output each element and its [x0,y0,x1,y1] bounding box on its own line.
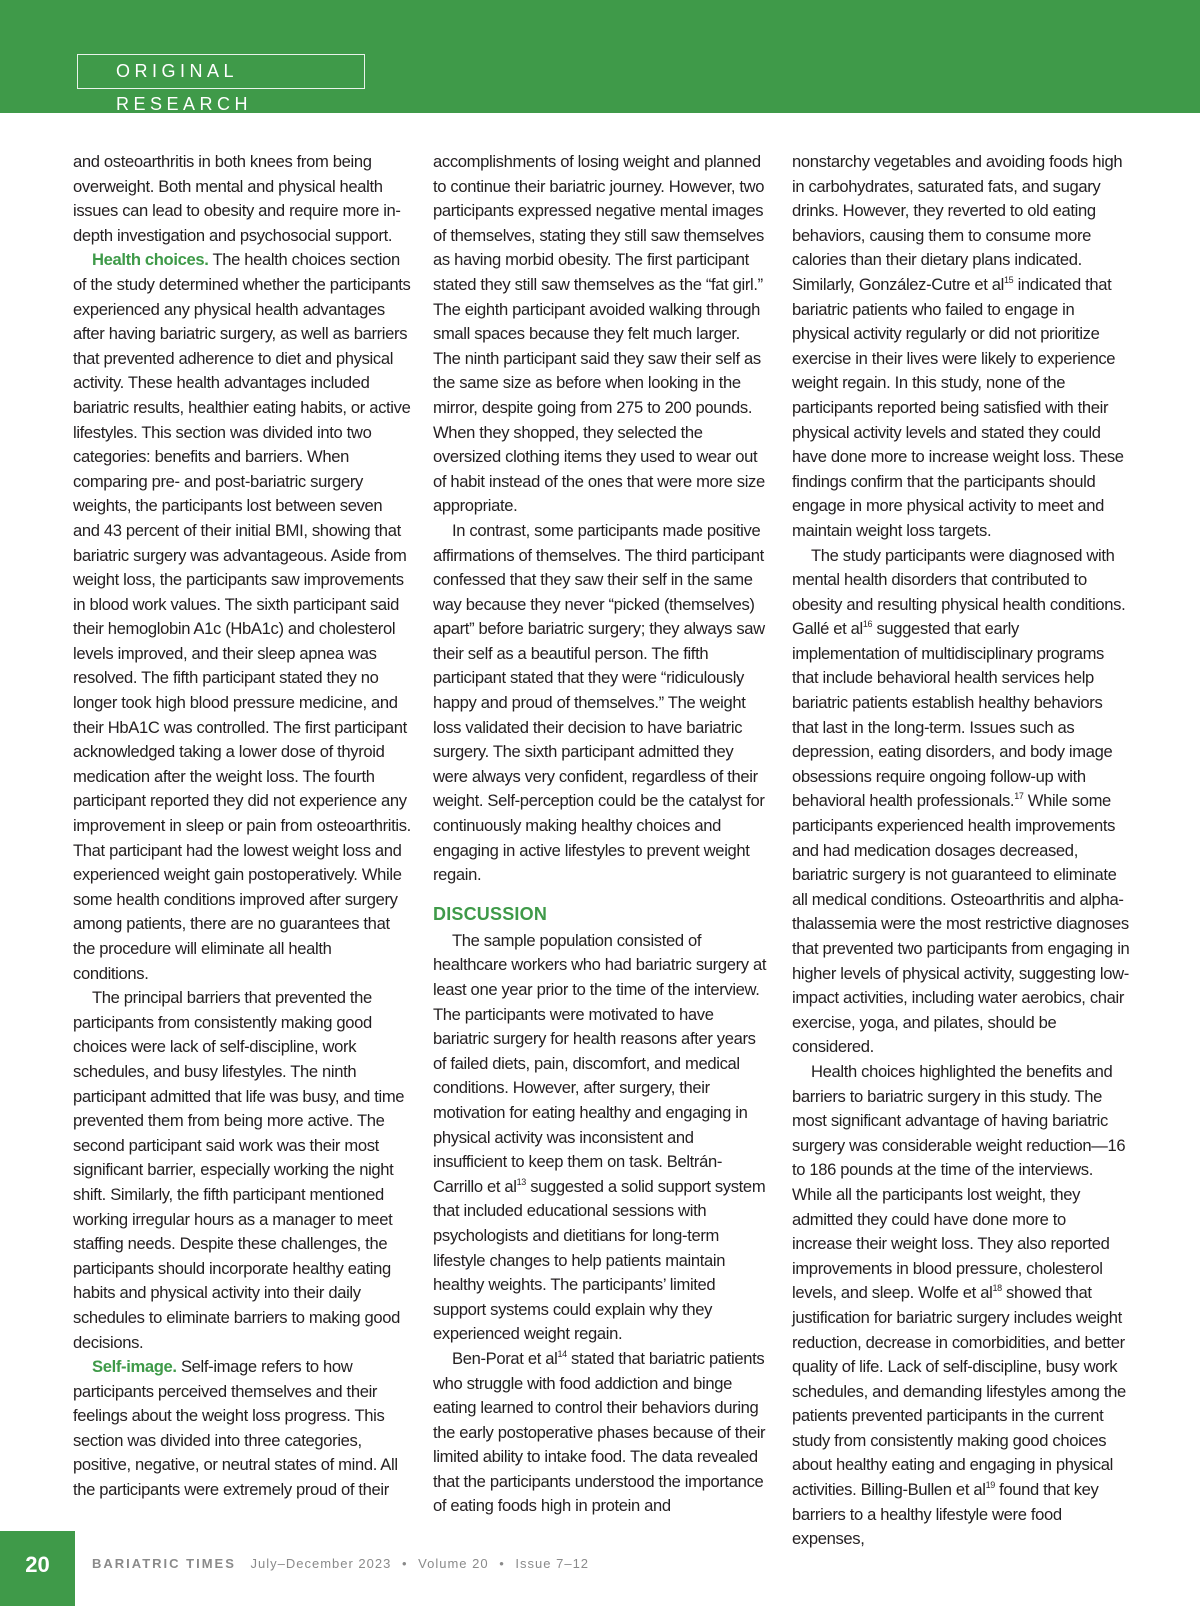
runin-heading: Health choices. [92,250,209,270]
section-label: ORIGINAL RESEARCH [77,54,365,89]
header-band [0,0,1200,113]
runin-heading: Self-image. [92,1357,177,1377]
paragraph: accomplishments of losing weight and planned to continue their bariatric journey. However, two participants expressed negative mental images of themselves, stating they still saw themselves as having morbid obesity. The first participant stated they still saw themselves as the “fat girl.” The eighth participant avoided walking through small spaces because they felt much larger. The ninth participant said they saw their self as the same size as before when looking in the mirror, despite going from 275 to 200 pounds. When they shopped, they selected the oversized clothing items they used to wear out of habit instead of the ones that were more size appropriate. [433,152,765,516]
separator: • [401,1556,408,1571]
citation-superscript: 14 [557,1348,567,1359]
separator: • [499,1556,505,1571]
paragraph: Health choices highlighted the benefits and barriers to bariatric surgery in this study. The most significant advantage of having bariatric surgery was considerable weight reduction—16 to 186 pounds at the time of the interviews. While all the participants lost weight, they admitted they could have done more to increase their weight loss. They also reported improvements in blood pressure, cholesterol levels, and sleep. Wolfe et $al^{18}$ showed that justification for bariatric surgery includes weight reduction, decrease in comorbidities, and better quality of life. Lack of self-discipline, busy work schedules, and demanding lifestyles among the patients prevented participants in the current study from consistently making good choices about healthy eating and engaging in physical activities. Billing-Bullen et $al^{19}$ found that key barriers to a healthy lifestyle were food expenses, [792,1061,1126,1549]
text-column-1 [73,150,411,1503]
citation-superscript: 18 [992,1283,1002,1294]
journal-name: BARIATRIC TIMES [92,1556,236,1571]
section-heading: DISCUSSION [433,903,548,924]
paragraph: The sample population consisted of healthcare workers who had bariatric surgery at least one year prior to the time of the interview. The participants were motivated to have bariatric surgery for health reasons after years of failed diets, pain, discomfort, and medical conditions. However, after surgery, their motivation for eating healthy and engaging in physical activity was inconsistent and insufficient to keep them on task. Beltrán-Carrillo et $al^{13}$ suggested a solid support system that included educational sessions with psychologists and dietitians for long-term lifestyle changes to help patients maintain healthy weights. The participants’ limited support systems could explain why they experienced weight regain. [433,930,767,1344]
page-number: 20 [0,1531,75,1606]
footer-running-head [92,1556,589,1571]
paragraph: In contrast, some participants made positive affirmations of themselves. The third participant confessed that they saw their self in the same way because they never “picked (themselves) apart” before bariatric surgery; they always saw their self as a beautiful person. The fifth participant stated that they were “ridiculously happy and proud of themselves.” The weight loss validated their decision to have bariatric surgery. The sixth participant admitted they were always very confident, regardless of their weight. Self-perception could be the catalyst for continuously making healthy choices and engaging in active lifestyles to prevent weight regain. [433,520,765,885]
text-column-2 [433,150,771,1519]
paragraph: The principal barriers that prevented the participants from consistently making good choices were lack of self-discipline, work schedules, and busy lifestyles. The ninth participant admitted that life was busy, and time prevented them from being more active. The second participant said work was their most significant barrier, especially working the night shift. Similarly, the fifth participant mentioned working irregular hours as a manager to meet staffing needs. Despite these challenges, the participants should incorporate healthy eating habits and physical activity into their daily schedules to eliminate barriers to making good decisions. [73,988,405,1352]
issue-label: Issue 7–12 [515,1556,590,1571]
citation-superscript: 17 [1014,791,1024,802]
text-column-3 [792,150,1130,1552]
volume-label: Volume 20 [418,1556,489,1571]
citation-superscript: 19 [985,1480,995,1491]
paragraph: and osteoarthritis in both knees from being overweight. Both mental and physical health issues can lead to obesity and require more in-depth investigation and psychosocial support. [73,152,401,245]
paragraph: Health choices. The health choices section of the study determined whether the participants experienced any physical health advantages after having bariatric surgery, as well as barriers that prevented adherence to diet and physical activity. These health advantages included bariatric results, healthier eating habits, or active lifestyles. This section was divided into two categories: benefits and barriers. When comparing pre- and post-bariatric surgery weights, the participants lost between seven and 43 percent of their initial BMI, showing that bariatric surgery was advantageous. Aside from weight loss, the participants saw improvements in blood work values. The sixth participant said their hemoglobin A1c (HbA1c) and cholesterol levels improved, and their sleep apnea was resolved. The fifth participant stated they no longer took high blood pressure medicine, and their HbA1C was controlled. The first participant acknowledged taking a lower dose of thyroid medication after the weight loss. The fourth participant reported they did not experience any improvement in sleep or pain from osteoarthritis. That participant had the lowest weight loss and experienced weight gain postoperatively. While some health conditions improved after surgery among patients, there are no guarantees that the procedure will eliminate all health conditions. [73,250,411,983]
paragraph: The study participants were diagnosed with mental health disorders that contributed to obesity and resulting physical health conditions. Gallé et $al^{16}$ suggested that early implementation of multidisciplinary programs that include behavioral health services help bariatric patients establish healthy behaviors that last in the long-term. Issues such as depression, eating disorders, and body image obsessions require ongoing follow-up with behavioral health professionals.$^{17}$ While some participants experienced health improvements and had medication dosages decreased, bariatric surgery is not guaranteed to eliminate all medical conditions. Osteoarthritis and alpha-thalassemia were the most restrictive diagnoses that prevented two participants from engaging in higher levels of physical activity, suggesting low-impact activities, including water aerobics, chair exercise, yoga, and pilates, should be considered. [792,545,1130,1057]
paragraph: Self-image. Self-image refers to how participants perceived themselves and their feelings about the weight loss progress. This section was divided into three categories, positive, negative, or neutral states of mind. All the participants were extremely proud of their [73,1357,398,1500]
paragraph: Ben-Porat et $al^{14}$ stated that bariatric patients who struggle with food addiction and binge eating learned to control their behaviors during the early postoperative phases because of their limited ability to intake food. The data revealed that the participants understood the importance of eating foods high in protein and [433,1348,766,1516]
citation-superscript: 15 [1004,274,1014,285]
citation-superscript: 13 [516,1176,526,1187]
paragraph: nonstarchy vegetables and avoiding foods high in carbohydrates, saturated fats, and sugary drinks. However, they reverted to old eating behaviors, causing them to consume more calories than their dietary plans indicated. Similarly, González-Cutre et $al^{15}$ indicated that bariatric patients who failed to engage in physical activity regularly or did not prioritize exercise in their lives were likely to experience weight regain. In this study, none of the participants reported being satisfied with their physical activity levels and stated they could have done more to increase weight loss. These findings confirm that the participants should engage in more physical activity to meet and maintain weight loss targets. [792,152,1124,540]
citation-superscript: 16 [862,619,873,630]
issue-date: July–December 2023 [250,1556,392,1571]
